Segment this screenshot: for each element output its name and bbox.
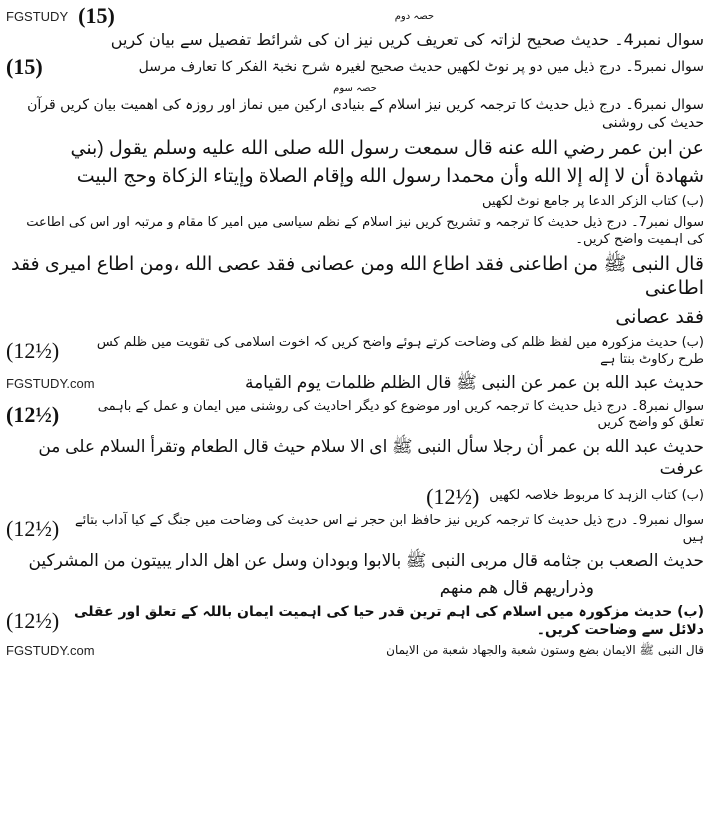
question-8-part-b: (ب) کتاب الزہد کا مربوط خلاصہ لکھیں [489, 488, 704, 504]
question-6-part-b: (ب) کتاب الزکر الدعا پر جامع نوٹ لکھیں [481, 193, 704, 209]
arabic-text: حديث الصعب بن جثامه قال مربى النبى ﷺ بالابوا وبودان وسل عن اهل الدار يبيتون من المشركين [28, 551, 704, 571]
watermark: FGSTUDY [6, 8, 69, 24]
question-9: سوال نمبر9۔ درج ذیل حدیث کا ترجمہ کریں نیز حافظ ابن حجر نے اس حدیث کی وضاحت میں جنگ کے کیا آداب بتائے ہیں [75, 512, 704, 545]
question-9-part-b: (ب) حدیث مزکورہ میں اسلام کی اہم ترین قدر حیا کی اہمیت ایمان باللہ کے تعلق اور عقلی دلائل سے وضاحت کریں۔ [74, 603, 704, 638]
arabic-row [6, 306, 704, 331]
section-2-header [6, 4, 704, 28]
watermark: FGSTUDY.com [6, 375, 95, 391]
question-8-part-b-row [6, 485, 704, 509]
arabic-text: حديث عبد الله بن عمر أن رجلا سأل النبى ﷺ اى الا سلام حيث قال الطعام وتقرأ السلام على من عرفت [38, 437, 704, 479]
watermark: FGSTUDY.com [6, 643, 95, 659]
arabic-row [6, 253, 704, 302]
question-8: سوال نمبر8۔ درج ذیل حدیث کا ترجمہ کریں اور موضوع کو دیگر احادیث کی روشنی میں ایمان و عمل کے باہمی تعلق کو واضح کریں [97, 398, 704, 431]
question-7-part-b: (ب) حدیث مزکورہ میں لفظ ظلم کی وضاحت کرتے ہوئے واضح کریں کہ اخوت اسلامی کی تقویت میں ظلم کس طرح رکاوٹ بنتا ہے [96, 334, 704, 367]
question-9-part-b-row [6, 603, 704, 639]
arabic-row [6, 165, 704, 190]
marks: (12½) [6, 338, 60, 364]
question-7-part-b-row [6, 335, 704, 369]
arabic-text: فقد عصانى [615, 306, 704, 328]
marks: (12½) [6, 607, 60, 633]
arabic-text: وذراريهم قال هم منهم [439, 577, 594, 597]
marks: (12½) [6, 516, 60, 542]
question-7: سوال نمبر7۔ درج ذیل حدیث کا ترجمہ و تشریح کریں نیز اسلام کے نظم سیاسی میں امیر کا مقام و مرتبہ اور اس کی اطاعت کی اہمیت واضح کریں۔ [26, 214, 704, 247]
question-7-row [6, 215, 704, 249]
arabic-row [6, 137, 704, 162]
marks: (15) [6, 53, 43, 79]
arabic-text: قال النبى ﷺ من اطاعنى فقد اطاع الله ومن عصانى فقد عصى الله ،ومن اطاع اميرى فقد اطاعنى [10, 253, 704, 300]
section-heading: حصہ سوم [333, 83, 377, 95]
question-4-row [6, 30, 704, 51]
arabic-row [6, 436, 704, 480]
section-heading: حصہ دوم [394, 10, 435, 22]
arabic-text: عن ابن عمر رضي الله عنه قال سمعت رسول الله صلى الله عليه وسلم يقول (بني [70, 137, 704, 159]
question-6: سوال نمبر6۔ درج ذیل حدیث کا ترجمہ کریں نیز اسلام کے بنیادی ارکین میں نماز اور روزہ کی اھمیت بیان کریں قرآن حدیث کی روشنی [27, 97, 704, 132]
marks: (12½) [6, 402, 60, 428]
marks: (12½) [426, 483, 480, 509]
marks: (15) [78, 3, 115, 28]
arabic-row [6, 550, 704, 572]
arabic-text: حديث عبد الله بن عمر عن النبى ﷺ قال الظلم ظلمات يوم القيامة [244, 373, 704, 393]
arabic-text: شهادة أن لا إله إلا الله وأن محمدا رسول الله وإقام الصلاة وإيتاء الزكاة وحج البيت [76, 166, 704, 188]
question-4: سوال نمبر4۔ حدیث صحیح لزاتہ کی تعریف کریں نیز ان کی شرائط تفصیل سے بیان کریں [110, 30, 704, 50]
arabic-row [6, 577, 704, 599]
question-9-row [6, 513, 704, 547]
section-3-header [6, 83, 704, 94]
question-8-row [6, 399, 704, 433]
hadith-row [6, 372, 704, 394]
question-5: سوال نمبر5۔ درج ذیل میں دو پر نوٹ لکھیں حدیث صحیح لغیرہ شرح نخبۃ الفکر کا تعارف مرسل [138, 58, 704, 75]
question-6-row [6, 96, 704, 132]
question-6-part-b-row [6, 194, 704, 211]
question-5-row [6, 55, 704, 79]
hadith-b-row [6, 643, 704, 659]
arabic-text: قال النبى ﷺ الايمان بضع وستون شعبة والجهاد شعبة من الايمان [386, 643, 704, 658]
